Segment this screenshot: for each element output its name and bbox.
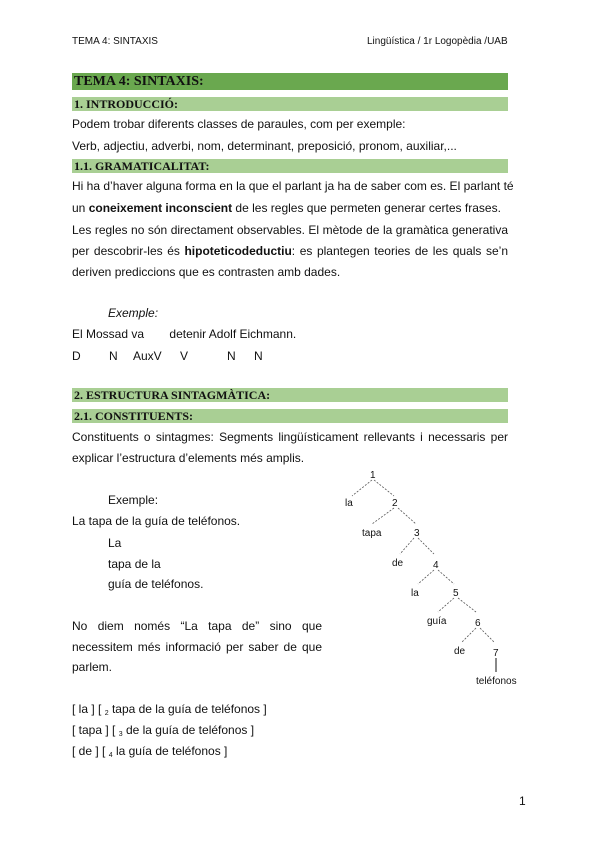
note-line: parlem. — [72, 660, 113, 674]
constituent-tree-diagram — [330, 462, 530, 692]
section-heading-constituents: 2.1. CONSTITUENTS: — [72, 409, 508, 423]
tree-leaf: teléfonos — [476, 676, 517, 687]
example-label: Exemple: — [108, 306, 159, 320]
paragraph-line: explicar l’estructura d’elements més amplis. — [72, 451, 305, 465]
constituent-part: guía de teléfonos. — [108, 577, 204, 591]
bold-term: hipoteticodeductiu — [184, 244, 292, 258]
example-label: Exemple: — [108, 493, 159, 507]
page-title: TEMA 4: SINTAXIS: — [72, 73, 508, 90]
tree-leaf: la — [411, 588, 419, 599]
header-left: TEMA 4: SINTAXIS — [72, 36, 158, 47]
tree-node: 5 — [453, 588, 459, 599]
note-line: necessitem més informació per saber de que — [72, 640, 322, 654]
bold-term: coneixement inconscient — [88, 201, 233, 215]
tree-branches — [352, 480, 494, 642]
paragraph-line: Podem trobar diferents classes de paraules, com per exemple: — [72, 117, 406, 131]
paragraph-line: Constituents o sintagmes: Segments lingüísticament rellevants i necessaris per — [72, 430, 508, 444]
example-sentence: El Mossad va detenir Adolf Eichmann. — [72, 327, 297, 341]
paragraph-line: un coneixement inconscient de les regles que permeten generar certes frases. — [72, 201, 501, 215]
paragraph-line: Les regles no són directament observables. El mètode de la gramàtica generativa — [72, 223, 508, 237]
bracket-line: [ de ] [ $_4$ la guía de teléfonos ] — [72, 744, 228, 759]
tree-node: 7 — [493, 648, 499, 659]
section-heading-introduccio: 1. INTRODUCCIÓ: — [72, 97, 508, 111]
tree-node: 1 — [370, 470, 376, 481]
page-number: 1 — [519, 794, 526, 808]
example-sentence: La tapa de la guía de teléfonos. — [72, 514, 241, 528]
note-line: No diem només “La tapa de” sino que — [72, 619, 322, 633]
tree-leaf: de — [392, 558, 404, 569]
tree-node: 4 — [433, 560, 439, 571]
tree-leaf: de — [454, 646, 466, 657]
section-heading-gramaticalitat: 1.1. GRAMATICALITAT: — [72, 159, 508, 173]
section-heading-estructura: 2. ESTRUCTURA SINTAGMÀTICA: — [72, 388, 508, 402]
tree-leaf: tapa — [362, 528, 382, 539]
tree-leaf: la — [345, 498, 353, 509]
tree-node: 3 — [414, 528, 420, 539]
header-right: Lingüística / 1r Logopèdia /UAB — [367, 36, 508, 47]
paragraph-line: Verb, adjectiu, adverbi, nom, determinant, preposició, pronom, auxiliar,... — [72, 139, 457, 153]
paragraph-line: per descobrir-les és hipoteticodeductiu: es plantegen teories de les quals se’n — [72, 244, 509, 258]
tree-node: 6 — [475, 618, 481, 629]
paragraph-line: Hi ha d’haver alguna forma en la que el parlant ja ha de saber com es. El parlant té — [72, 179, 514, 193]
bracket-line: [ tapa ] [ $_3$ de la guía de teléfonos ] — [72, 723, 255, 738]
tree-node: 2 — [392, 498, 398, 509]
bracket-line: [ la ] [ $_2$ tapa de la guía de teléfonos ] — [72, 702, 267, 717]
constituent-part: La — [108, 536, 122, 550]
constituent-part: tapa de la — [108, 557, 161, 571]
paragraph-line: deriven prediccions que es contrasten amb dades. — [72, 265, 341, 279]
tree-leaf: guía — [427, 616, 447, 627]
